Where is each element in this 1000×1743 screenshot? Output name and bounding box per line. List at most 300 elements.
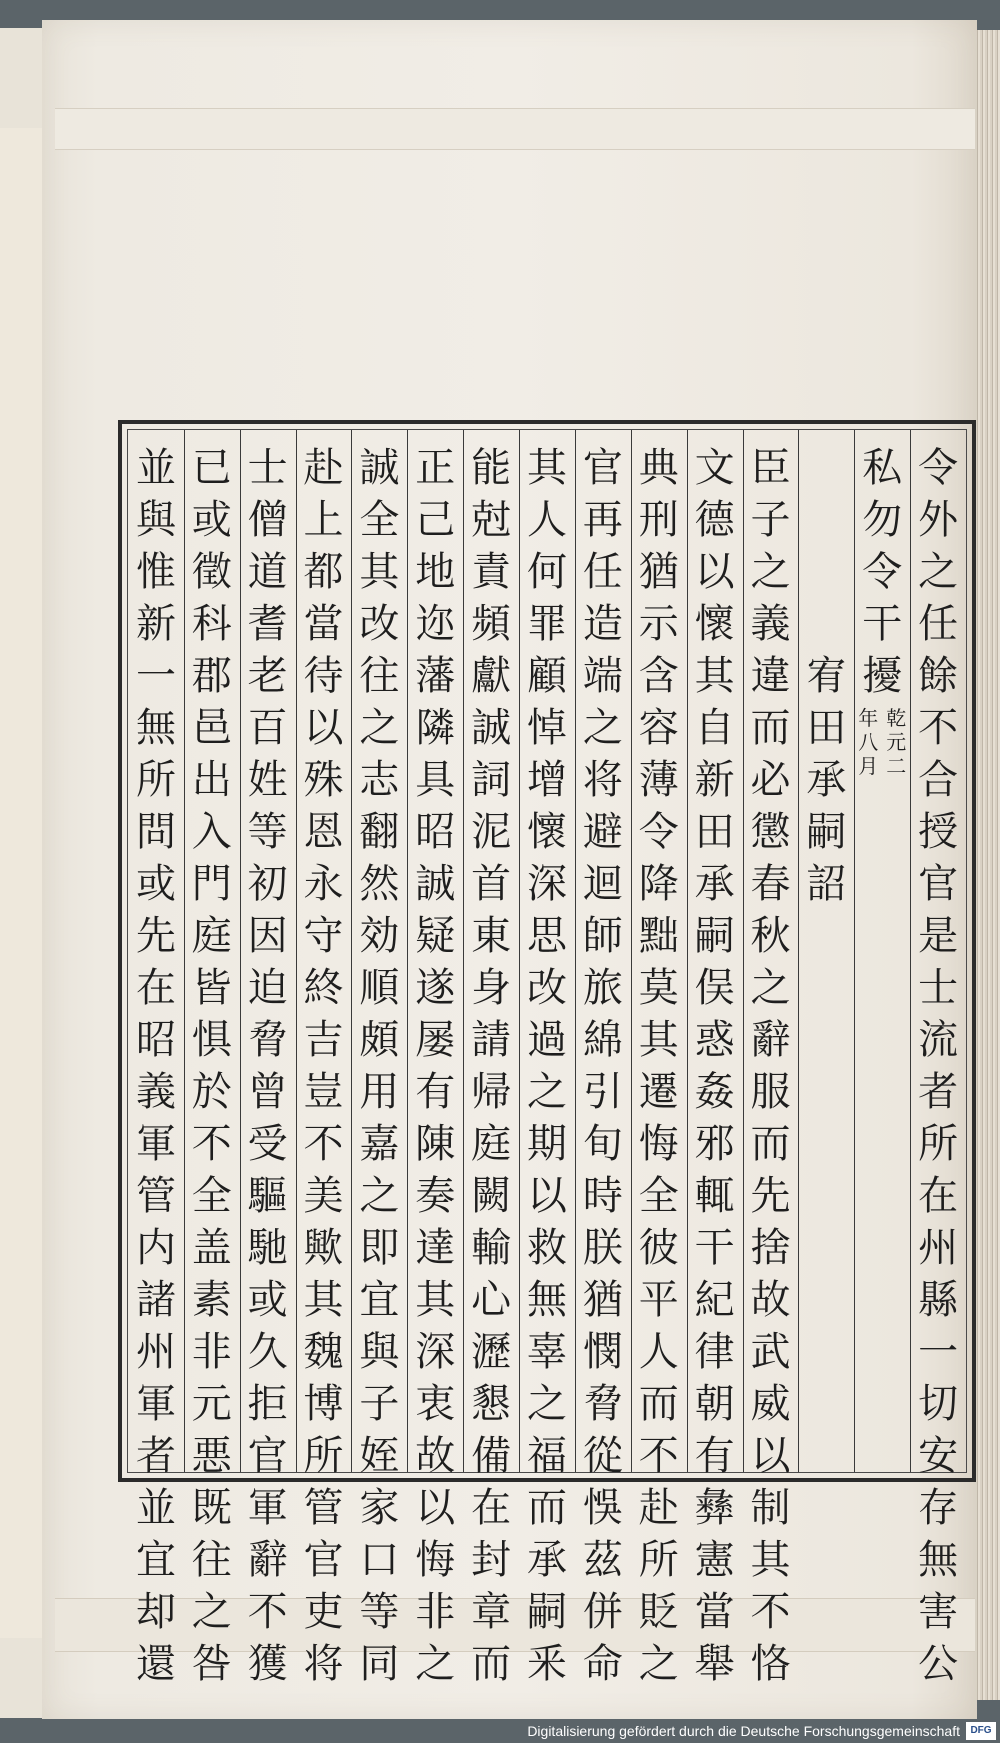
glyph: 深 [527, 861, 567, 907]
glyph: 非 [415, 1589, 456, 1635]
text-column [631, 442, 687, 1690]
glyph: 先 [750, 1173, 791, 1219]
glyph: 旬 [582, 1121, 623, 1167]
glyph: 朝 [694, 1381, 735, 1427]
glyph: 端 [582, 653, 623, 699]
glyph: 或 [191, 497, 232, 543]
glyph: 德 [694, 497, 735, 543]
glyph: 遂 [415, 965, 456, 1011]
glyph: 往 [191, 1537, 232, 1583]
glyph: 其 [527, 445, 567, 491]
glyph: 是 [918, 913, 959, 959]
note-glyph: 乾 [886, 706, 907, 730]
glyph: 請 [471, 1017, 512, 1063]
glyph: 義 [750, 601, 791, 647]
glyph: 承 [806, 757, 847, 803]
glyph: 平 [638, 1277, 679, 1323]
glyph: 令 [862, 549, 903, 595]
glyph: 迩 [415, 601, 456, 647]
note-glyph: 八 [858, 730, 879, 754]
glyph: 屡 [415, 1017, 456, 1063]
glyph: 魏 [303, 1329, 344, 1375]
glyph: 公 [918, 1641, 959, 1687]
glyph: 不 [247, 1589, 288, 1635]
glyph: 門 [191, 861, 232, 907]
glyph: 能 [471, 445, 512, 491]
glyph: 令 [638, 809, 679, 855]
glyph: 姦 [694, 1069, 735, 1115]
glyph: 出 [191, 757, 232, 803]
text-column [798, 650, 854, 910]
glyph: 併 [582, 1589, 623, 1635]
glyph: 官 [582, 445, 623, 491]
glyph: 管 [135, 1173, 176, 1219]
glyph: 内 [135, 1225, 176, 1271]
glyph: 一 [918, 1329, 959, 1375]
glyph: 悔 [415, 1537, 456, 1583]
glyph: 宜 [359, 1277, 400, 1323]
glyph: 備 [471, 1433, 512, 1479]
glyph: 人 [527, 497, 567, 543]
glyph: 博 [303, 1381, 344, 1427]
glyph: 闕 [471, 1173, 512, 1219]
glyph: 入 [191, 809, 232, 855]
glyph: 有 [415, 1069, 456, 1115]
glyph: 効 [359, 913, 400, 959]
glyph: 存 [918, 1485, 959, 1531]
glyph: 終 [303, 965, 344, 1011]
glyph: 元 [191, 1381, 232, 1427]
glyph: 帰 [471, 1069, 512, 1115]
glyph: 餘 [918, 653, 959, 699]
glyph: 其 [415, 1277, 456, 1323]
note-glyph: 月 [858, 754, 879, 778]
glyph: 拒 [247, 1381, 288, 1427]
glyph: 在 [135, 965, 176, 1011]
glyph: 同 [359, 1641, 400, 1687]
date-note [883, 706, 909, 778]
glyph: 避 [582, 809, 623, 855]
glyph: 豈 [303, 1069, 344, 1115]
glyph: 何 [527, 549, 567, 595]
glyph: 義 [135, 1069, 176, 1115]
glyph: 正 [415, 445, 456, 491]
glyph: 改 [359, 601, 400, 647]
glyph: 以 [694, 549, 735, 595]
glyph: 脅 [582, 1381, 623, 1427]
glyph: 之 [582, 705, 623, 751]
glyph: 不 [918, 705, 959, 751]
glyph: 俣 [694, 965, 735, 1011]
glyph: 姪 [359, 1433, 400, 1479]
glyph: 於 [191, 1069, 232, 1115]
glyph: 州 [135, 1329, 176, 1375]
glyph: 惧 [191, 1017, 232, 1063]
glyph: 邑 [191, 705, 232, 751]
glyph: 猶 [582, 1277, 623, 1323]
glyph: 制 [750, 1485, 791, 1531]
glyph: 茲 [582, 1537, 623, 1583]
glyph: 全 [359, 497, 400, 543]
glyph: 罪 [527, 601, 567, 647]
glyph: 惟 [135, 549, 176, 595]
glyph: 威 [750, 1381, 791, 1427]
glyph: 官 [303, 1537, 344, 1583]
glyph: 任 [582, 549, 623, 595]
glyph: 無 [918, 1537, 959, 1583]
glyph: 詔 [806, 861, 847, 907]
glyph: 嘉 [359, 1121, 400, 1167]
glyph: 迫 [247, 965, 288, 1011]
glyph: 首 [471, 861, 512, 907]
glyph: 還 [135, 1641, 176, 1687]
glyph: 用 [359, 1069, 400, 1115]
glyph: 改 [527, 965, 567, 1011]
glyph: 再 [582, 497, 623, 543]
glyph: 從 [582, 1433, 623, 1479]
text-column [687, 442, 743, 1690]
text-column [742, 442, 798, 1690]
glyph: 不 [750, 1589, 791, 1635]
glyph: 憫 [582, 1329, 623, 1375]
glyph: 管 [303, 1485, 344, 1531]
glyph: 脅 [247, 1017, 288, 1063]
glyph: 盖 [191, 1225, 232, 1271]
text-column [910, 442, 966, 1690]
glyph: 害 [918, 1589, 959, 1635]
note-glyph: 二 [886, 754, 907, 778]
glyph: 等 [247, 809, 288, 855]
glyph: 勿 [862, 497, 903, 543]
glyph: 懷 [694, 601, 735, 647]
glyph: 之 [638, 1641, 679, 1687]
glyph: 刑 [638, 497, 679, 543]
glyph: 與 [359, 1329, 400, 1375]
glyph: 一 [135, 653, 176, 699]
glyph: 含 [638, 653, 679, 699]
glyph: 釆 [527, 1641, 567, 1687]
glyph: 上 [303, 497, 344, 543]
glyph: 全 [638, 1173, 679, 1219]
glyph: 以 [750, 1433, 791, 1479]
glyph: 猶 [638, 549, 679, 595]
glyph: 安 [918, 1433, 959, 1479]
glyph: 師 [582, 913, 623, 959]
glyph: 頗 [359, 1017, 400, 1063]
glyph: 懷 [527, 809, 567, 855]
glyph: 彝 [694, 1485, 735, 1531]
glyph: 嗣 [527, 1589, 567, 1635]
glyph: 子 [750, 497, 791, 543]
glyph: 官 [247, 1433, 288, 1479]
glyph: 軍 [247, 1485, 288, 1531]
glyph: 或 [247, 1277, 288, 1323]
glyph: 干 [862, 601, 903, 647]
glyph: 宥 [806, 653, 847, 699]
glyph: 懲 [750, 809, 791, 855]
text-column [575, 442, 631, 1690]
previous-page-strip [0, 128, 43, 1638]
glyph: 辜 [527, 1329, 567, 1375]
glyph: 地 [415, 549, 456, 595]
previous-page-edge [0, 28, 43, 1718]
glyph: 非 [191, 1329, 232, 1375]
glyph: 以 [415, 1485, 456, 1531]
glyph: 已 [191, 445, 232, 491]
glyph: 新 [135, 601, 176, 647]
glyph: 合 [918, 757, 959, 803]
glyph: 所 [918, 1121, 959, 1167]
glyph: 示 [638, 601, 679, 647]
glyph: 典 [638, 445, 679, 491]
glyph: 有 [694, 1433, 735, 1479]
glyph: 故 [415, 1433, 456, 1479]
glyph: 懇 [471, 1381, 512, 1427]
glyph: 彼 [638, 1225, 679, 1271]
glyph: 朕 [582, 1225, 623, 1271]
column-rule [798, 430, 799, 1472]
glyph: 其 [638, 1017, 679, 1063]
glyph: 嗣 [694, 913, 735, 959]
glyph: 久 [247, 1329, 288, 1375]
glyph: 以 [527, 1173, 567, 1219]
glyph: 嗣 [806, 809, 847, 855]
glyph: 官 [918, 861, 959, 907]
glyph: 所 [303, 1433, 344, 1479]
paper-fold-top [55, 108, 975, 150]
glyph: 之 [359, 1173, 400, 1219]
glyph: 悪 [191, 1433, 232, 1479]
glyph: 紀 [694, 1277, 735, 1323]
glyph: 迴 [582, 861, 623, 907]
glyph: 承 [527, 1537, 567, 1583]
glyph: 之 [359, 705, 400, 751]
note-glyph: 元 [886, 730, 907, 754]
glyph: 無 [527, 1277, 567, 1323]
glyph: 增 [527, 757, 567, 803]
glyph: 姓 [247, 757, 288, 803]
glyph: 己 [415, 497, 456, 543]
glyph: 軍 [135, 1381, 176, 1427]
glyph: 科 [191, 601, 232, 647]
glyph: 貶 [638, 1589, 679, 1635]
glyph: 耆 [247, 601, 288, 647]
text-column [240, 442, 296, 1690]
glyph: 待 [303, 653, 344, 699]
glyph: 悼 [527, 705, 567, 751]
glyph: 咎 [191, 1641, 232, 1687]
glyph: 之 [918, 549, 959, 595]
glyph: 将 [582, 757, 623, 803]
glyph: 田 [806, 705, 847, 751]
glyph: 其 [694, 653, 735, 699]
glyph: 誠 [471, 705, 512, 751]
glyph: 新 [694, 757, 735, 803]
glyph: 不 [638, 1433, 679, 1479]
footer-credit: Digitalisierung gefördert durch die Deutsche Forschungsgemeinschaft [527, 1723, 960, 1739]
glyph: 驅 [247, 1173, 288, 1219]
glyph: 却 [135, 1589, 176, 1635]
glyph: 而 [750, 1121, 791, 1167]
text-column [407, 442, 463, 1690]
glyph: 翻 [359, 809, 400, 855]
glyph: 吏 [303, 1589, 344, 1635]
glyph: 當 [694, 1589, 735, 1635]
glyph: 而 [750, 705, 791, 751]
glyph: 春 [750, 861, 791, 907]
glyph: 深 [415, 1329, 456, 1375]
glyph: 憲 [694, 1537, 735, 1583]
glyph: 思 [527, 913, 567, 959]
glyph: 綿 [582, 1017, 623, 1063]
glyph: 舉 [694, 1641, 735, 1687]
glyph: 道 [247, 549, 288, 595]
glyph: 恩 [303, 809, 344, 855]
glyph: 全 [191, 1173, 232, 1219]
note-glyph: 年 [858, 706, 879, 730]
glyph: 問 [135, 809, 176, 855]
glyph: 章 [471, 1589, 512, 1635]
text-column [351, 442, 407, 1690]
glyph: 以 [303, 705, 344, 751]
glyph: 衷 [415, 1381, 456, 1427]
glyph: 隣 [415, 705, 456, 751]
glyph: 老 [247, 653, 288, 699]
glyph: 在 [471, 1485, 512, 1531]
glyph: 辭 [247, 1537, 288, 1583]
glyph: 外 [918, 497, 959, 543]
glyph: 曾 [247, 1069, 288, 1115]
glyph: 守 [303, 913, 344, 959]
glyph: 遷 [638, 1069, 679, 1115]
glyph: 或 [135, 861, 176, 907]
glyph: 恪 [750, 1641, 791, 1687]
glyph: 口 [359, 1537, 400, 1583]
glyph: 秋 [750, 913, 791, 959]
glyph: 獲 [247, 1641, 288, 1687]
glyph: 之 [750, 965, 791, 1011]
glyph: 福 [527, 1433, 567, 1479]
glyph: 等 [359, 1589, 400, 1635]
glyph: 都 [303, 549, 344, 595]
glyph: 東 [471, 913, 512, 959]
text-frame-inner [127, 429, 967, 1687]
glyph: 赴 [303, 445, 344, 491]
glyph: 無 [135, 705, 176, 751]
glyph: 所 [135, 757, 176, 803]
glyph: 誠 [359, 445, 400, 491]
glyph: 引 [582, 1069, 623, 1115]
glyph: 過 [527, 1017, 567, 1063]
glyph: 旅 [582, 965, 623, 1011]
glyph: 頻 [471, 601, 512, 647]
glyph: 文 [694, 445, 735, 491]
glyph: 而 [527, 1485, 567, 1531]
glyph: 切 [918, 1381, 959, 1427]
glyph: 授 [918, 809, 959, 855]
glyph: 私 [862, 445, 903, 491]
glyph: 藩 [415, 653, 456, 699]
date-note [855, 706, 881, 778]
glyph: 辭 [750, 1017, 791, 1063]
glyph: 達 [415, 1225, 456, 1271]
glyph: 在 [918, 1173, 959, 1219]
glyph: 諸 [135, 1277, 176, 1323]
glyph: 莫 [638, 965, 679, 1011]
glyph: 既 [191, 1485, 232, 1531]
glyph: 受 [247, 1121, 288, 1167]
dfg-logo: DFG [966, 1722, 996, 1740]
glyph: 捨 [750, 1225, 791, 1271]
glyph: 並 [135, 1485, 176, 1531]
glyph: 子 [359, 1381, 400, 1427]
glyph: 臣 [750, 445, 791, 491]
glyph: 自 [694, 705, 735, 751]
glyph: 造 [582, 601, 623, 647]
glyph: 擾 [862, 653, 903, 699]
text-column [296, 442, 352, 1690]
glyph: 馳 [247, 1225, 288, 1271]
glyph: 昭 [415, 809, 456, 855]
glyph: 百 [247, 705, 288, 751]
glyph: 時 [582, 1173, 623, 1219]
glyph: 律 [694, 1329, 735, 1375]
glyph: 降 [638, 861, 679, 907]
glyph: 詞 [471, 757, 512, 803]
glyph: 救 [527, 1225, 567, 1271]
glyph: 所 [638, 1537, 679, 1583]
glyph: 承 [694, 861, 735, 907]
glyph: 悞 [582, 1485, 623, 1531]
glyph: 黜 [638, 913, 679, 959]
glyph: 故 [750, 1277, 791, 1323]
glyph: 之 [415, 1641, 456, 1687]
glyph: 者 [135, 1433, 176, 1479]
glyph: 順 [359, 965, 400, 1011]
glyph: 身 [471, 965, 512, 1011]
glyph: 因 [247, 913, 288, 959]
glyph: 不 [191, 1121, 232, 1167]
glyph: 容 [638, 705, 679, 751]
text-column [519, 442, 575, 1690]
glyph: 縣 [918, 1277, 959, 1323]
glyph: 獻 [471, 653, 512, 699]
text-column [463, 442, 519, 1690]
glyph: 武 [750, 1329, 791, 1375]
glyph: 疑 [415, 913, 456, 959]
glyph: 心 [471, 1277, 512, 1323]
glyph: 不 [303, 1121, 344, 1167]
glyph: 薄 [638, 757, 679, 803]
glyph: 顧 [527, 653, 567, 699]
glyph: 服 [750, 1069, 791, 1115]
glyph: 徵 [191, 549, 232, 595]
glyph: 任 [918, 601, 959, 647]
glyph: 責 [471, 549, 512, 595]
glyph: 士 [247, 445, 288, 491]
glyph: 宜 [135, 1537, 176, 1583]
glyph: 往 [359, 653, 400, 699]
glyph: 其 [303, 1277, 344, 1323]
glyph: 瀝 [471, 1329, 512, 1375]
glyph: 庭 [471, 1121, 512, 1167]
glyph: 期 [527, 1121, 567, 1167]
glyph: 令 [918, 445, 959, 491]
glyph: 輒 [694, 1173, 735, 1219]
text-frame [118, 420, 976, 1687]
glyph: 郡 [191, 653, 232, 699]
glyph: 邪 [694, 1121, 735, 1167]
